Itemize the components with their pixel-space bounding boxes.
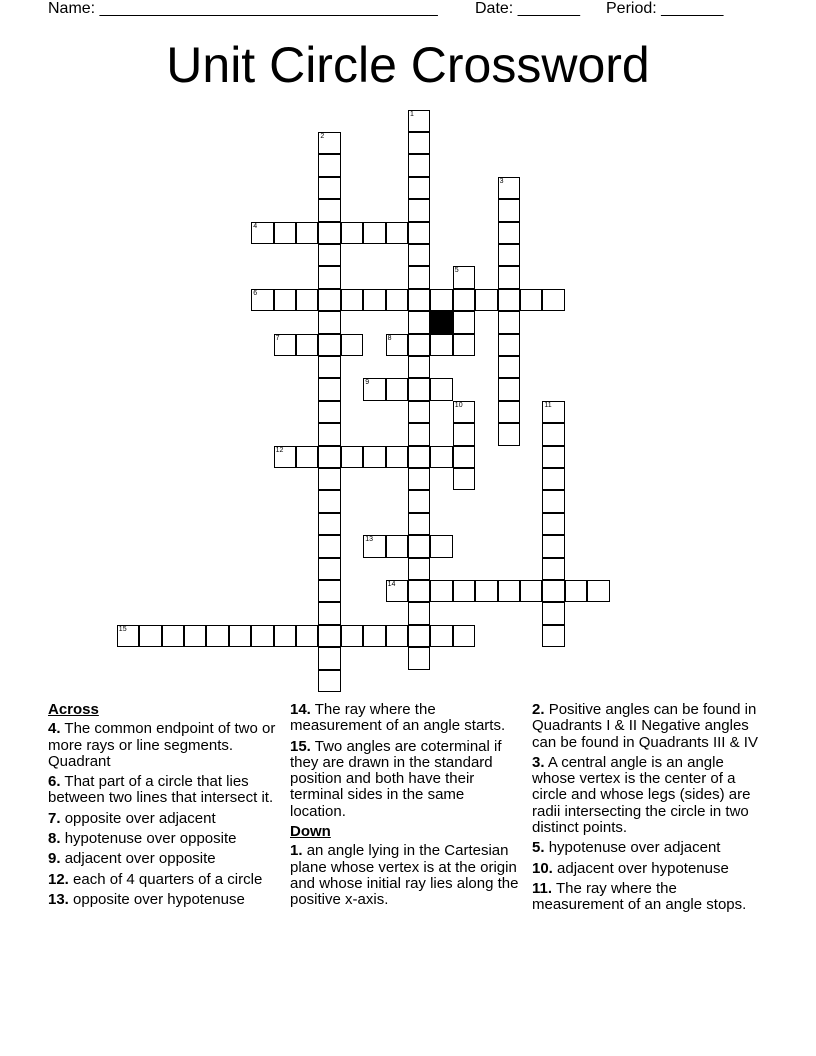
clue-number: 6	[253, 289, 258, 297]
clue-item	[48, 872, 280, 888]
date-field[interactable]: Date: _______	[475, 0, 580, 17]
grid-cell[interactable]	[386, 378, 408, 400]
clue-item	[48, 831, 280, 847]
grid-cell[interactable]	[498, 289, 520, 311]
grid-cell[interactable]	[318, 244, 340, 266]
grid-cell[interactable]	[341, 222, 363, 244]
grid-cell[interactable]	[453, 468, 475, 490]
clue-number-label: 2.	[532, 701, 545, 718]
clue-number: 1	[410, 110, 414, 118]
grid-cell[interactable]	[408, 580, 430, 602]
grid-cell[interactable]	[475, 580, 497, 602]
grid-cell[interactable]	[542, 289, 564, 311]
clue-text: hypotenuse over opposite	[64, 830, 237, 848]
grid-cell[interactable]	[318, 199, 340, 221]
grid-cell[interactable]	[318, 602, 340, 624]
clue-number-label: 1.	[290, 842, 303, 860]
grid-cell[interactable]	[318, 468, 340, 490]
grid-cell[interactable]	[542, 558, 564, 580]
grid-cell[interactable]	[318, 334, 340, 356]
grid-cell[interactable]	[408, 513, 430, 535]
grid-cell[interactable]	[318, 401, 340, 423]
grid-cell[interactable]	[251, 625, 273, 647]
grid-cell[interactable]	[341, 625, 363, 647]
clue-number: 7	[275, 334, 280, 342]
grid-cell[interactable]	[341, 334, 363, 356]
grid-cell[interactable]	[542, 490, 564, 512]
clue-number: 13	[365, 536, 373, 544]
clue-item	[48, 811, 280, 827]
grid-cell[interactable]	[498, 266, 520, 288]
grid-cell[interactable]	[408, 423, 430, 445]
grid-cell[interactable]	[318, 535, 340, 557]
clue-text: That part of a circle that lies between two lines that intersect it.	[48, 773, 274, 807]
grid-cell[interactable]	[341, 289, 363, 311]
clue-text: adjacent over hypotenuse	[557, 859, 729, 877]
grid-cell[interactable]	[162, 625, 184, 647]
grid-cell[interactable]	[341, 446, 363, 468]
grid-cell[interactable]	[386, 289, 408, 311]
grid-cell[interactable]	[430, 625, 452, 647]
clue-number-label: 3.	[532, 753, 545, 771]
clue-text: adjacent over opposite	[64, 850, 216, 868]
grid-cell[interactable]	[274, 334, 296, 356]
grid-cell[interactable]	[408, 289, 430, 311]
grid-cell[interactable]	[408, 602, 430, 624]
grid-cell[interactable]	[363, 625, 385, 647]
grid-cell[interactable]	[386, 222, 408, 244]
grid-cell[interactable]	[386, 625, 408, 647]
grid-cell[interactable]	[363, 289, 385, 311]
grid-cell[interactable]	[542, 602, 564, 624]
grid-cell[interactable]	[296, 625, 318, 647]
grid-cell[interactable]	[408, 334, 430, 356]
grid-cell[interactable]	[318, 356, 340, 378]
clue-number: 4	[253, 222, 258, 230]
grid-cell[interactable]	[430, 446, 452, 468]
grid-cell[interactable]	[542, 468, 564, 490]
grid-cell[interactable]	[318, 513, 340, 535]
grid-cell[interactable]	[542, 401, 564, 423]
grid-cell[interactable]	[363, 222, 385, 244]
clue-text: The ray where the measurement of an angle stops.	[532, 879, 747, 914]
clue-number-label: 15.	[290, 737, 311, 755]
clue-number-label: 6.	[48, 773, 61, 791]
grid-cell[interactable]	[296, 446, 318, 468]
grid-cell[interactable]	[408, 490, 430, 512]
clue-text: an angle lying in the Cartesian plane whose vertex is at the origin and whose initial ray lies along the positive x-axis.	[290, 842, 519, 909]
clue-text: opposite over hypotenuse	[73, 890, 245, 908]
clue-text: The ray where the measurement of an angle starts.	[290, 701, 506, 735]
grid-cell[interactable]	[498, 356, 520, 378]
grid-cell[interactable]	[408, 625, 430, 647]
clue-text: Positive angles can be found in Quadrants I & II Negative angles can be found in Quadrants III & IV	[532, 701, 758, 751]
grid-cell[interactable]	[274, 222, 296, 244]
clue-number-label: 14.	[290, 701, 311, 718]
grid-cell[interactable]	[498, 423, 520, 445]
grid-cell[interactable]	[296, 334, 318, 356]
clue-item	[532, 881, 762, 914]
grid-cell[interactable]	[318, 311, 340, 333]
grid-cell[interactable]	[453, 446, 475, 468]
grid-cell[interactable]	[318, 625, 340, 647]
clue-text: A central angle is an angle whose vertex is the center of a circle and whose legs (sides) are radii intersecting the circle in two distinct points.	[532, 753, 751, 837]
grid-cell[interactable]	[430, 378, 452, 400]
grid-cell[interactable]	[318, 446, 340, 468]
grid-cell[interactable]	[318, 423, 340, 445]
clue-number: 3	[499, 177, 504, 185]
clue-item	[48, 892, 280, 908]
clue-text: hypotenuse over adjacent	[548, 839, 721, 857]
page-title: Unit Circle Crossword	[166, 37, 650, 93]
grid-cell[interactable]	[587, 580, 609, 602]
grid-cell[interactable]	[318, 266, 340, 288]
clue-item	[290, 739, 522, 820]
grid-cell[interactable]	[251, 289, 273, 311]
grid-cell[interactable]	[453, 580, 475, 602]
grid-cell[interactable]	[318, 132, 340, 154]
grid-cell[interactable]	[363, 446, 385, 468]
clue-number: 15	[118, 625, 127, 633]
grid-cell[interactable]	[453, 334, 475, 356]
clue-item	[532, 861, 762, 877]
period-field[interactable]: Period: _______	[606, 0, 724, 17]
grid-cell[interactable]	[274, 446, 296, 468]
grid-cell[interactable]	[498, 177, 520, 199]
clue-item	[48, 774, 280, 807]
grid-cell[interactable]	[542, 625, 564, 647]
grid-cell[interactable]	[318, 289, 340, 311]
clue-number: 12	[275, 446, 284, 454]
grid-cell[interactable]	[408, 154, 430, 176]
clue-column-1	[48, 702, 280, 912]
grid-cell[interactable]	[542, 446, 564, 468]
clue-item	[48, 851, 280, 867]
clue-text: opposite over adjacent	[64, 809, 216, 827]
grid-cell[interactable]	[318, 647, 340, 669]
clue-number-label: 7.	[48, 809, 61, 827]
clue-number-label: 13.	[48, 890, 69, 908]
grid-cell[interactable]	[498, 580, 520, 602]
clue-number: 14	[387, 581, 396, 588]
grid-cell[interactable]	[318, 558, 340, 580]
grid-cell[interactable]	[408, 468, 430, 490]
grid-cell[interactable]	[542, 423, 564, 445]
grid-cell[interactable]	[498, 311, 520, 333]
grid-cell[interactable]	[430, 289, 452, 311]
grid-cell[interactable]	[408, 132, 430, 154]
grid-cell[interactable]	[318, 222, 340, 244]
grid-cell[interactable]	[542, 535, 564, 557]
grid-cell[interactable]	[318, 378, 340, 400]
grid-cell[interactable]	[408, 446, 430, 468]
grid-cell[interactable]	[274, 625, 296, 647]
grid-cell[interactable]	[296, 289, 318, 311]
grid-cell[interactable]	[430, 580, 452, 602]
grid-cell[interactable]	[542, 513, 564, 535]
grid-cell[interactable]	[453, 311, 475, 333]
grid-cell[interactable]	[408, 244, 430, 266]
grid-cell[interactable]	[430, 535, 452, 557]
grid-cell[interactable]	[520, 580, 542, 602]
grid-cell[interactable]	[498, 401, 520, 423]
clue-item	[532, 755, 762, 836]
grid-cell[interactable]	[318, 580, 340, 602]
grid-cell[interactable]	[408, 647, 430, 669]
across-heading: Across	[48, 701, 99, 718]
grid-cell[interactable]	[453, 266, 475, 288]
grid-cell[interactable]	[139, 625, 161, 647]
clue-column-2	[290, 702, 522, 913]
clue-number-label: 5.	[532, 839, 545, 857]
grid-cell[interactable]	[408, 266, 430, 288]
grid-cell[interactable]	[318, 490, 340, 512]
grid-cell[interactable]	[296, 222, 318, 244]
grid-cell[interactable]	[274, 289, 296, 311]
grid-cell[interactable]	[408, 222, 430, 244]
clue-text: Two angles are coterminal if they are drawn in the standard position and both have their terminal sides in the same location.	[290, 737, 502, 820]
grid-cell[interactable]	[408, 356, 430, 378]
grid-cell[interactable]	[475, 289, 497, 311]
grid-cell[interactable]	[408, 558, 430, 580]
grid-cell[interactable]	[318, 154, 340, 176]
grid-cell[interactable]	[386, 446, 408, 468]
grid-cell[interactable]	[408, 311, 430, 333]
grid-cell[interactable]	[408, 401, 430, 423]
grid-cell[interactable]	[386, 535, 408, 557]
clue-item	[290, 843, 522, 908]
grid-cell[interactable]	[453, 401, 475, 423]
grid-cell[interactable]	[408, 110, 430, 132]
grid-cell[interactable]	[386, 580, 408, 602]
grid-cell[interactable]	[318, 177, 340, 199]
clue-text: The common endpoint of two or more rays or line segments. Quadrant	[48, 720, 276, 770]
clue-number-label: 11.	[532, 879, 553, 897]
grid-cell[interactable]	[363, 535, 385, 557]
clue-number: 10	[454, 401, 463, 409]
grid-cell[interactable]	[498, 378, 520, 400]
clue-number-label: 8.	[48, 830, 61, 848]
grid-cell[interactable]	[520, 289, 542, 311]
grid-cell[interactable]	[363, 378, 385, 400]
grid-cell[interactable]	[184, 625, 206, 647]
grid-cell[interactable]	[453, 289, 475, 311]
grid-cell[interactable]	[386, 334, 408, 356]
clue-number-label: 9.	[48, 850, 61, 868]
black-cell	[430, 311, 452, 333]
grid-cell[interactable]	[318, 670, 340, 692]
grid-cell[interactable]	[408, 535, 430, 557]
grid-cell[interactable]	[565, 580, 587, 602]
clue-number: 9	[365, 379, 370, 387]
grid-cell[interactable]	[498, 334, 520, 356]
clue-number-label: 12.	[48, 870, 69, 888]
grid-cell[interactable]	[453, 423, 475, 445]
clue-number-label: 4.	[48, 720, 61, 738]
clue-item	[290, 702, 522, 735]
clue-number: 8	[387, 334, 392, 342]
clue-number: 5	[454, 267, 459, 275]
grid-cell[interactable]	[408, 177, 430, 199]
grid-cell[interactable]	[498, 222, 520, 244]
grid-cell[interactable]	[117, 625, 139, 647]
clue-column-3	[532, 702, 762, 918]
clue-item	[532, 840, 762, 856]
clue-number: 11	[544, 401, 552, 409]
clue-item	[532, 702, 762, 751]
grid-cell[interactable]	[542, 580, 564, 602]
clue-item	[48, 721, 280, 770]
down-heading: Down	[290, 823, 331, 841]
grid-cell[interactable]	[453, 625, 475, 647]
clue-number: 2	[320, 133, 325, 140]
grid-cell[interactable]	[206, 625, 228, 647]
grid-cell[interactable]	[229, 625, 251, 647]
clue-number-label: 10.	[532, 859, 553, 877]
name-field[interactable]: Name: ______________________________________	[48, 0, 438, 17]
grid-cell[interactable]	[430, 334, 452, 356]
clue-text: each of 4 quarters of a circle	[73, 870, 263, 888]
grid-cell[interactable]	[498, 244, 520, 266]
grid-cell[interactable]	[408, 378, 430, 400]
grid-cell[interactable]	[408, 199, 430, 221]
grid-cell[interactable]	[498, 199, 520, 221]
grid-cell[interactable]	[251, 222, 273, 244]
